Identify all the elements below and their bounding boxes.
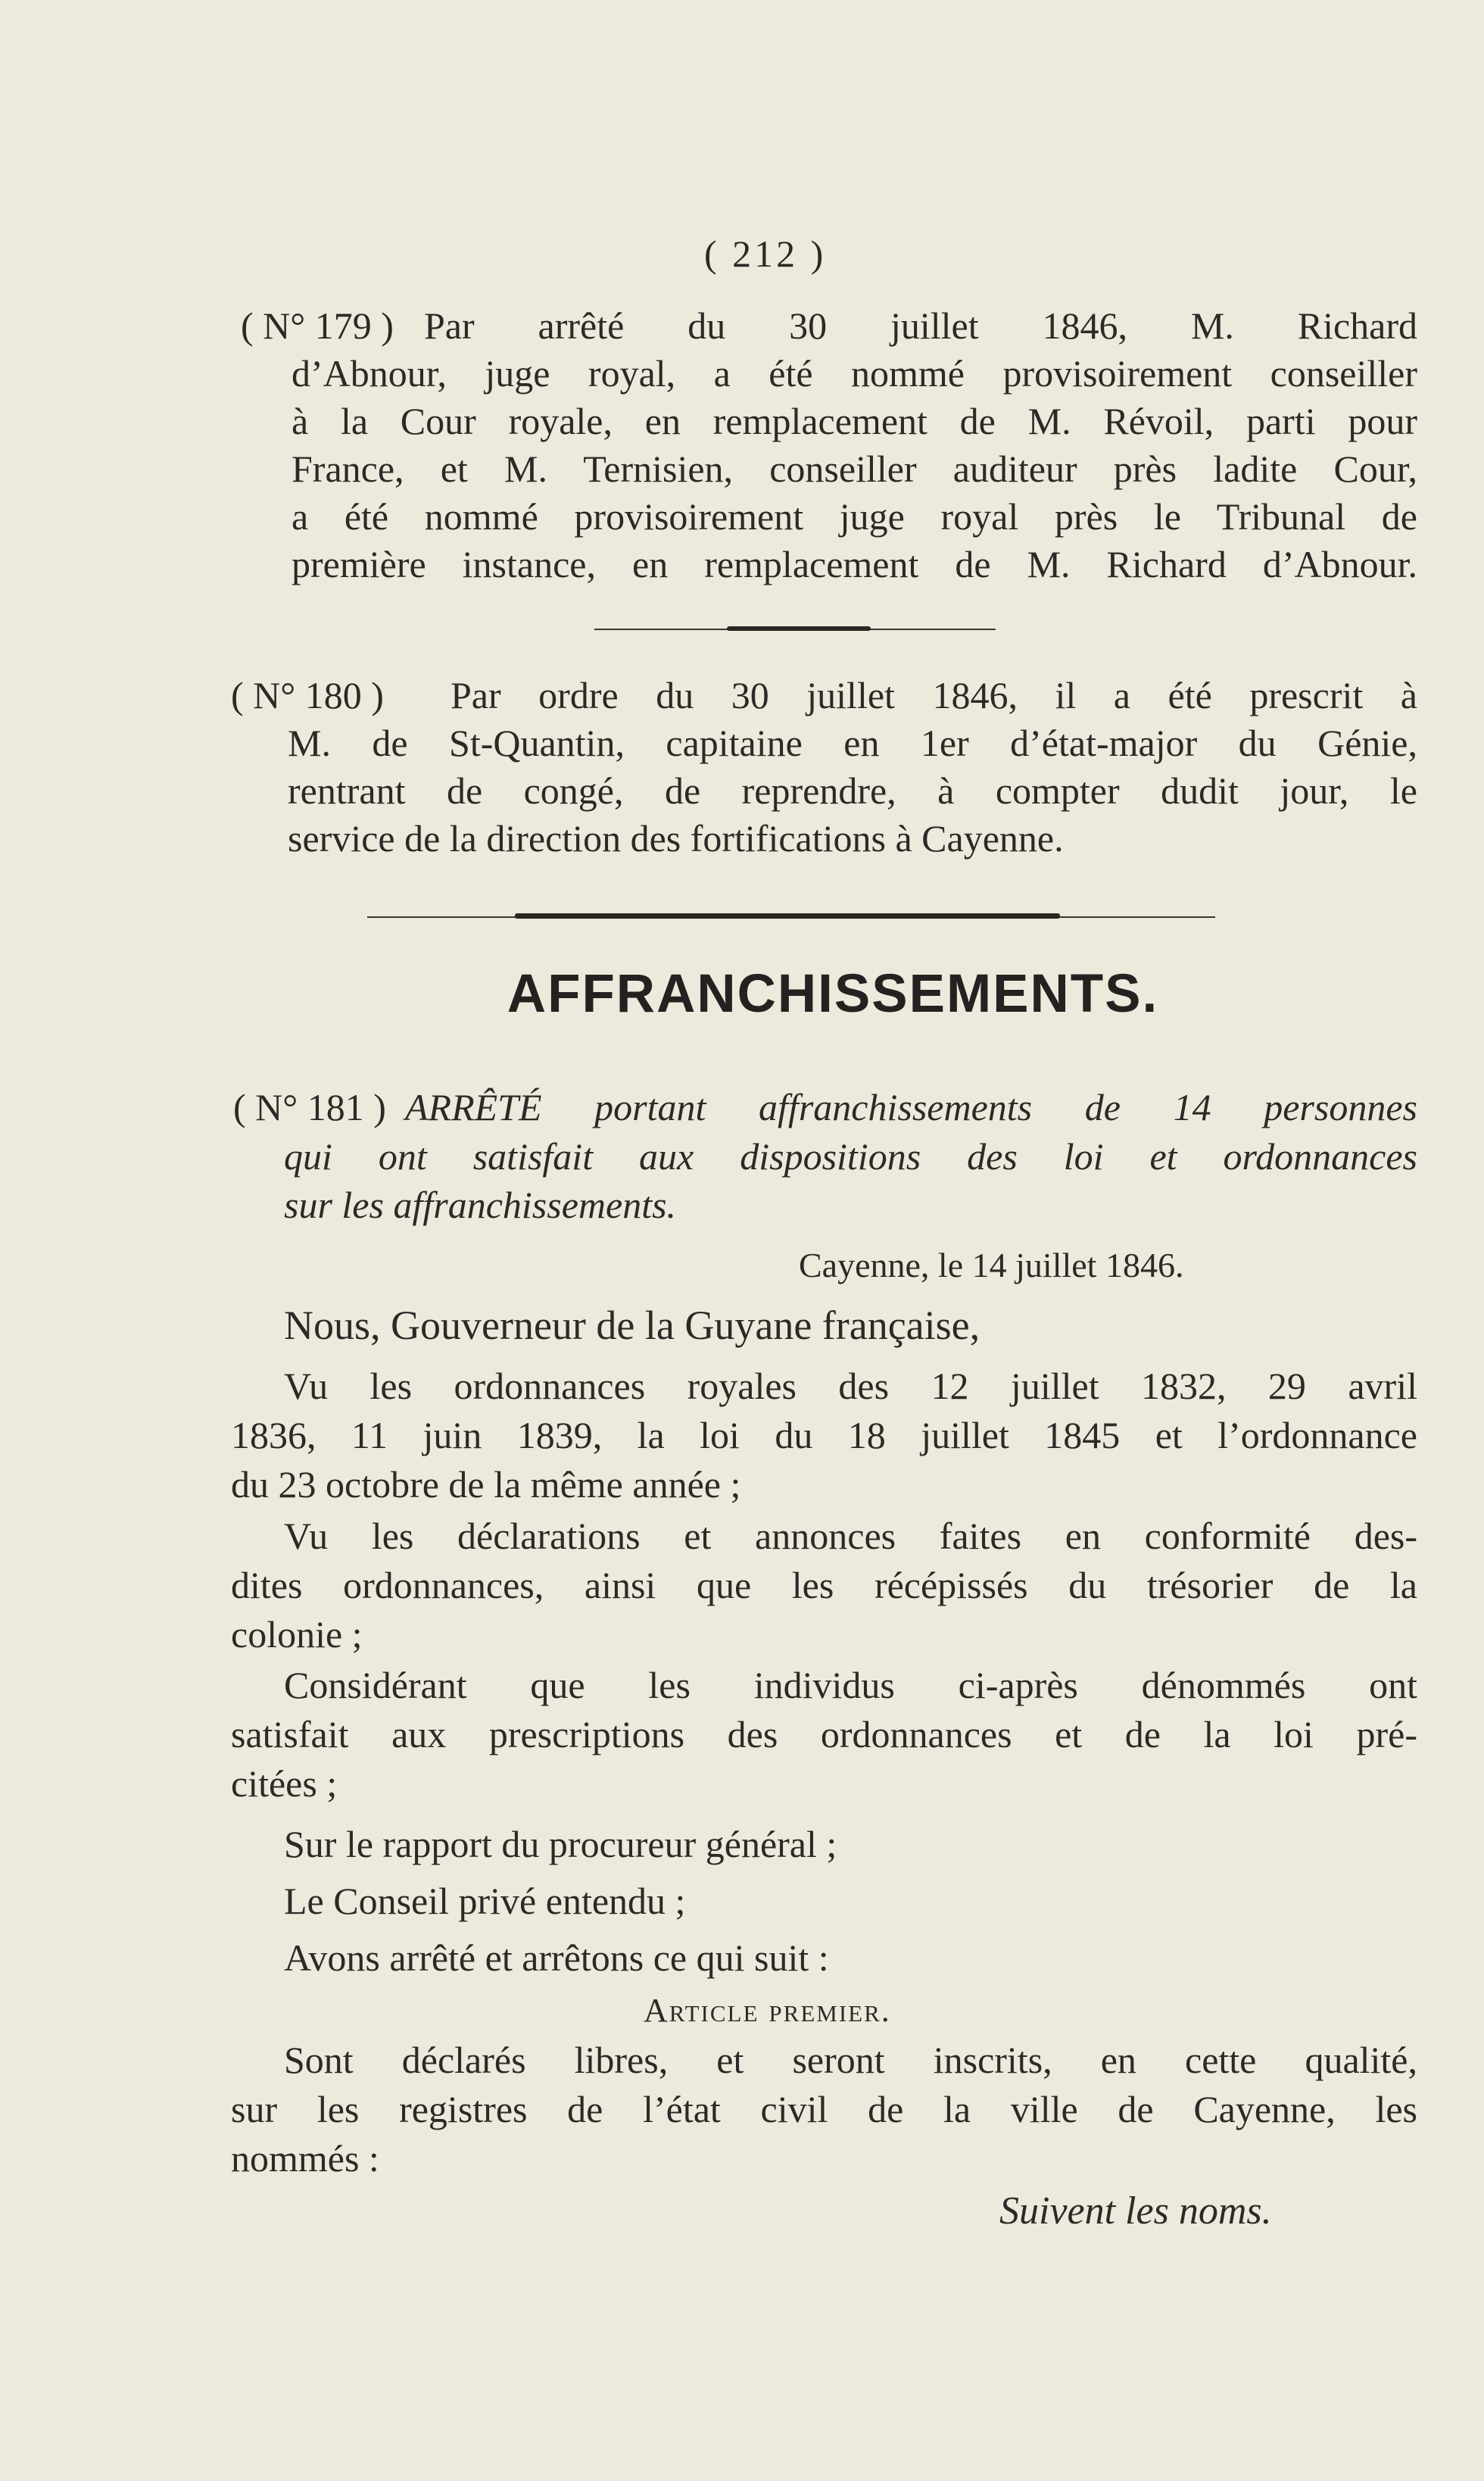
body-line: Sur le rapport du procureur général ; [284, 1823, 837, 1865]
article-line: Sont déclarés libres, et seront inscrits, en cette qualité, [284, 2039, 1417, 2081]
text-line: première instance, en remplacement de M. Richard d’Abnour. [292, 543, 1417, 585]
body-line: dites ordonnances, ainsi que les récépissés du trésorier de la [231, 1564, 1417, 1606]
decree-title-line: ARRÊTÉ portant affranchissements de 14 personnes [405, 1086, 1417, 1128]
body-line: Vu les déclarations et annonces faites en conformité des- [284, 1515, 1417, 1557]
text-line: Par ordre du 30 juillet 1846, il a été prescrit à [450, 674, 1417, 716]
closing-note: Suivent les noms. [999, 2189, 1272, 2233]
text-line: a été nommé provisoirement juge royal près le Tribunal de [292, 495, 1417, 538]
body-line: 1836, 11 juin 1839, la loi du 18 juillet 1845 et l’ordonnance [231, 1414, 1417, 1456]
entry-number: ( N° 181 ) [233, 1086, 386, 1128]
body-line: Avons arrêté et arrêtons ce qui suit : [284, 1936, 829, 1979]
body-line: Le Conseil privé entendu ; [284, 1880, 686, 1922]
text-line: M. de St-Quantin, capitaine en 1er d’état-major du Génie, [288, 722, 1417, 764]
body-line: du 23 octobre de la même année ; [231, 1463, 741, 1506]
separator-rule-accent [727, 626, 871, 631]
text-line: rentrant de congé, de reprendre, à compter dudit jour, le [288, 769, 1417, 812]
entry-number: ( N° 180 ) [231, 674, 384, 716]
section-heading: AFFRANCHISSEMENTS. [507, 964, 1159, 1024]
page-number: ( 212 ) [704, 232, 827, 275]
decree-title-line: qui ont satisfait aux dispositions des loi et ordonnances [284, 1135, 1417, 1178]
entry-number: ( N° 179 ) [241, 304, 394, 347]
section-rule-accent [515, 913, 1060, 919]
article-line: nommés : [231, 2137, 379, 2180]
text-line: d’Abnour, juge royal, a été nommé provisoirement conseiller [292, 352, 1417, 395]
body-line: colonie ; [231, 1613, 363, 1656]
text-line: à la Cour royale, en remplacement de M. Révoil, parti pour [292, 400, 1417, 442]
text-line: service de la direction des fortifications à Cayenne. [288, 817, 1064, 860]
body-line: citées ; [231, 1762, 338, 1805]
body-line: satisfait aux prescriptions des ordonnances et de la loi pré- [231, 1713, 1417, 1755]
preamble-line: Nous, Gouverneur de la Guyane française, [284, 1303, 980, 1348]
text-line: Par arrêté du 30 juillet 1846, M. Richard [424, 304, 1417, 347]
text-line: France, et M. Ternisien, conseiller auditeur près ladite Cour, [292, 448, 1417, 490]
decree-title-line: sur les affranchissements. [284, 1184, 677, 1226]
body-line: Considérant que les individus ci-après dénommés ont [284, 1664, 1417, 1706]
place-date: Cayenne, le 14 juillet 1846. [799, 1246, 1184, 1284]
article-heading: Article premier. [644, 1992, 891, 2029]
body-line: Vu les ordonnances royales des 12 juillet 1832, 29 avril [284, 1365, 1417, 1407]
article-line: sur les registres de l’état civil de la ville de Cayenne, les [231, 2088, 1417, 2130]
